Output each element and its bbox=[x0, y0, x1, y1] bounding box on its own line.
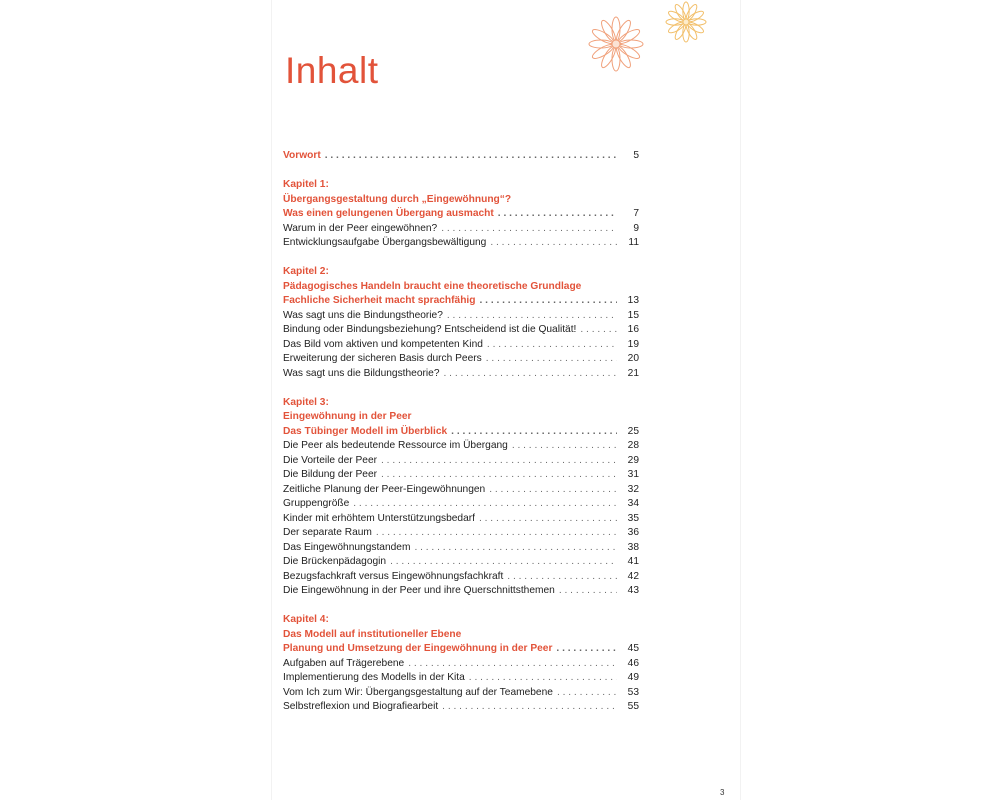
toc-entry-page: 46 bbox=[627, 657, 639, 669]
toc-entry[interactable] bbox=[283, 469, 639, 484]
toc-entry-page: 13 bbox=[627, 295, 639, 306]
dot-leader bbox=[451, 426, 617, 437]
toc-entry[interactable] bbox=[283, 556, 639, 571]
dot-leader bbox=[390, 556, 617, 567]
toc-entry-page: 41 bbox=[627, 556, 639, 567]
toc-entry-label: Vom Ich zum Wir: Übergangsgestaltung auf der Teamebene bbox=[283, 686, 553, 698]
dot-leader bbox=[486, 353, 617, 364]
toc-entry-page: 45 bbox=[627, 643, 639, 654]
toc-entry-label: Bezugsfachkraft versus Eingewöhnungsfachkraft bbox=[283, 570, 504, 582]
toc-entry-page: 35 bbox=[627, 512, 639, 524]
toc-entry-label: Selbstreflexion und Biografiearbeit bbox=[283, 701, 439, 712]
toc-entry-label: Das Bild vom aktiven und kompetenten Kind bbox=[283, 338, 483, 350]
toc-entry[interactable] bbox=[283, 701, 639, 716]
toc-entry-label: Was sagt uns die Bildungstheorie? bbox=[283, 367, 440, 379]
toc-entry-page: 36 bbox=[627, 527, 639, 538]
toc-entry[interactable] bbox=[283, 237, 639, 252]
dot-leader bbox=[507, 571, 617, 582]
dot-leader bbox=[489, 484, 617, 495]
toc-entry[interactable] bbox=[283, 571, 639, 586]
dot-leader bbox=[444, 368, 618, 379]
dot-leader bbox=[381, 455, 617, 466]
toc-entry-page: 42 bbox=[627, 570, 639, 582]
toc-entry-label: Die Vorteile der Peer bbox=[283, 454, 377, 466]
dot-leader bbox=[447, 310, 617, 321]
toc-entry[interactable] bbox=[283, 542, 639, 557]
toc-entry-page: 43 bbox=[627, 585, 639, 596]
toc-entry[interactable] bbox=[283, 658, 639, 673]
toc-entry-label: Die Peer als bedeutende Ressource im Übergang bbox=[283, 440, 508, 451]
toc-entry-page: 7 bbox=[633, 208, 639, 219]
toc-entry-page: 55 bbox=[627, 701, 639, 712]
dot-leader bbox=[325, 150, 617, 161]
toc-entry-page: 38 bbox=[627, 541, 639, 553]
toc-entry-page: 29 bbox=[627, 454, 639, 466]
toc-entry-label: Planung und Umsetzung der Eingewöhnung in der Peer bbox=[283, 643, 553, 654]
toc-entry-label: Vorwort bbox=[283, 150, 321, 161]
toc-entry-label: Fachliche Sicherheit macht sprachfähig bbox=[283, 295, 476, 306]
toc-chapter-lead[interactable] bbox=[283, 426, 639, 441]
toc-entry[interactable] bbox=[283, 368, 639, 383]
toc-entry-page: 16 bbox=[627, 324, 639, 335]
toc-entry-page: 20 bbox=[627, 353, 639, 364]
toc-entry-label: Erweiterung der sicheren Basis durch Peers bbox=[283, 353, 482, 364]
toc-entry-label: Das Eingewöhnungstandem bbox=[283, 541, 411, 553]
toc-entry-page: 21 bbox=[627, 367, 639, 379]
dot-leader bbox=[414, 542, 617, 553]
toc-entry[interactable] bbox=[283, 484, 639, 499]
dot-leader bbox=[498, 208, 617, 219]
toc-entry-label: Das Tübinger Modell im Überblick bbox=[283, 425, 448, 437]
toc-entry[interactable] bbox=[283, 353, 639, 368]
dot-leader bbox=[512, 440, 617, 451]
toc-entry[interactable] bbox=[283, 585, 639, 600]
small-flower-icon bbox=[666, 2, 706, 42]
toc-entry-page: 49 bbox=[627, 672, 639, 683]
dot-leader bbox=[408, 658, 617, 669]
toc-entry-label: Die Bildung der Peer bbox=[283, 469, 378, 480]
toc-entry[interactable] bbox=[283, 513, 639, 528]
toc-entry-label: Der separate Raum bbox=[283, 527, 372, 538]
dot-leader bbox=[441, 223, 617, 234]
dot-leader bbox=[559, 585, 617, 596]
toc-entry-page: 34 bbox=[627, 498, 639, 509]
toc-entry[interactable] bbox=[283, 310, 639, 325]
dot-leader bbox=[381, 469, 617, 480]
toc-entry-page: 28 bbox=[627, 440, 639, 451]
dot-leader bbox=[490, 237, 617, 248]
dot-leader bbox=[557, 687, 617, 698]
dot-leader bbox=[353, 498, 617, 509]
chapter-label: Kapitel 1: bbox=[283, 179, 329, 190]
toc-entry-label: Implementierung des Modells in der Kita bbox=[283, 672, 465, 683]
toc-entry-page: 9 bbox=[633, 222, 639, 234]
toc-entry-label: Gruppengröße bbox=[283, 498, 350, 509]
toc-entry[interactable] bbox=[283, 455, 639, 470]
chapter-heading: Pädagogisches Handeln braucht eine theoretische Grundlage bbox=[283, 280, 582, 292]
toc-entry-label: Was sagt uns die Bindungstheorie? bbox=[283, 309, 443, 321]
dot-leader bbox=[487, 339, 617, 350]
chapter-heading: Das Modell auf institutioneller Ebene bbox=[283, 628, 462, 640]
chapter-label: Kapitel 2: bbox=[283, 266, 329, 277]
chapter-heading: Übergangsgestaltung durch „Eingewöhnung“? bbox=[283, 193, 512, 205]
toc-entry-label: Was einen gelungenen Übergang ausmacht bbox=[283, 208, 494, 219]
toc-entry[interactable] bbox=[283, 339, 639, 354]
toc-entry-page: 5 bbox=[633, 150, 639, 161]
chapter-label: Kapitel 4: bbox=[283, 614, 329, 625]
toc-entry-page: 15 bbox=[627, 309, 639, 321]
chapter-heading: Eingewöhnung in der Peer bbox=[283, 411, 412, 422]
page-number: 3 bbox=[720, 788, 725, 797]
toc-entry[interactable] bbox=[283, 440, 639, 455]
toc-entry-page: 19 bbox=[627, 338, 639, 350]
toc-entry-label: Warum in der Peer eingewöhnen? bbox=[283, 222, 438, 234]
toc-entry-label: Zeitliche Planung der Peer-Eingewöhnungen bbox=[283, 483, 486, 495]
toc-entry-label: Die Eingewöhnung in der Peer und ihre Querschnittsthemen bbox=[283, 585, 555, 596]
dot-leader bbox=[556, 643, 617, 654]
toc-entry-page: 32 bbox=[627, 483, 639, 495]
flower-decoration bbox=[582, 0, 712, 80]
toc-entry-page: 11 bbox=[628, 237, 639, 248]
toc-entry-page: 31 bbox=[627, 469, 639, 480]
toc-entry[interactable] bbox=[283, 498, 639, 513]
toc-entry-label: Aufgaben auf Trägerebene bbox=[283, 657, 405, 669]
toc-chapter-lead[interactable] bbox=[283, 208, 639, 223]
page-title: Inhalt bbox=[285, 50, 379, 91]
dot-leader bbox=[376, 527, 617, 538]
toc-entry[interactable] bbox=[283, 527, 639, 542]
dot-leader bbox=[480, 295, 618, 306]
dot-leader bbox=[479, 513, 617, 524]
toc-chapter-lead[interactable] bbox=[283, 643, 639, 658]
chapter-label: Kapitel 3: bbox=[283, 396, 329, 408]
large-flower-icon bbox=[589, 17, 643, 71]
toc-entry[interactable] bbox=[283, 672, 639, 687]
toc-entry-label: Bindung oder Bindungsbeziehung? Entscheidend ist die Qualität! bbox=[283, 324, 577, 335]
toc-entry-page: 53 bbox=[627, 686, 639, 698]
toc-entry-page: 25 bbox=[627, 425, 639, 437]
table-of-contents bbox=[283, 150, 639, 716]
toc-entry[interactable] bbox=[283, 223, 639, 238]
toc-entry-label: Entwicklungsaufgabe Übergangsbewältigung bbox=[283, 237, 487, 248]
dot-leader bbox=[442, 701, 617, 712]
toc-entry-label: Die Brückenpädagogin bbox=[283, 556, 387, 567]
toc-chapter-lead[interactable] bbox=[283, 295, 639, 310]
dot-leader bbox=[580, 324, 617, 335]
toc-entry-label: Kinder mit erhöhtem Unterstützungsbedarf bbox=[283, 512, 475, 524]
toc-entry[interactable] bbox=[283, 324, 639, 339]
toc-entry-vorwort[interactable] bbox=[283, 150, 639, 165]
toc-entry[interactable] bbox=[283, 687, 639, 702]
dot-leader bbox=[469, 672, 617, 683]
